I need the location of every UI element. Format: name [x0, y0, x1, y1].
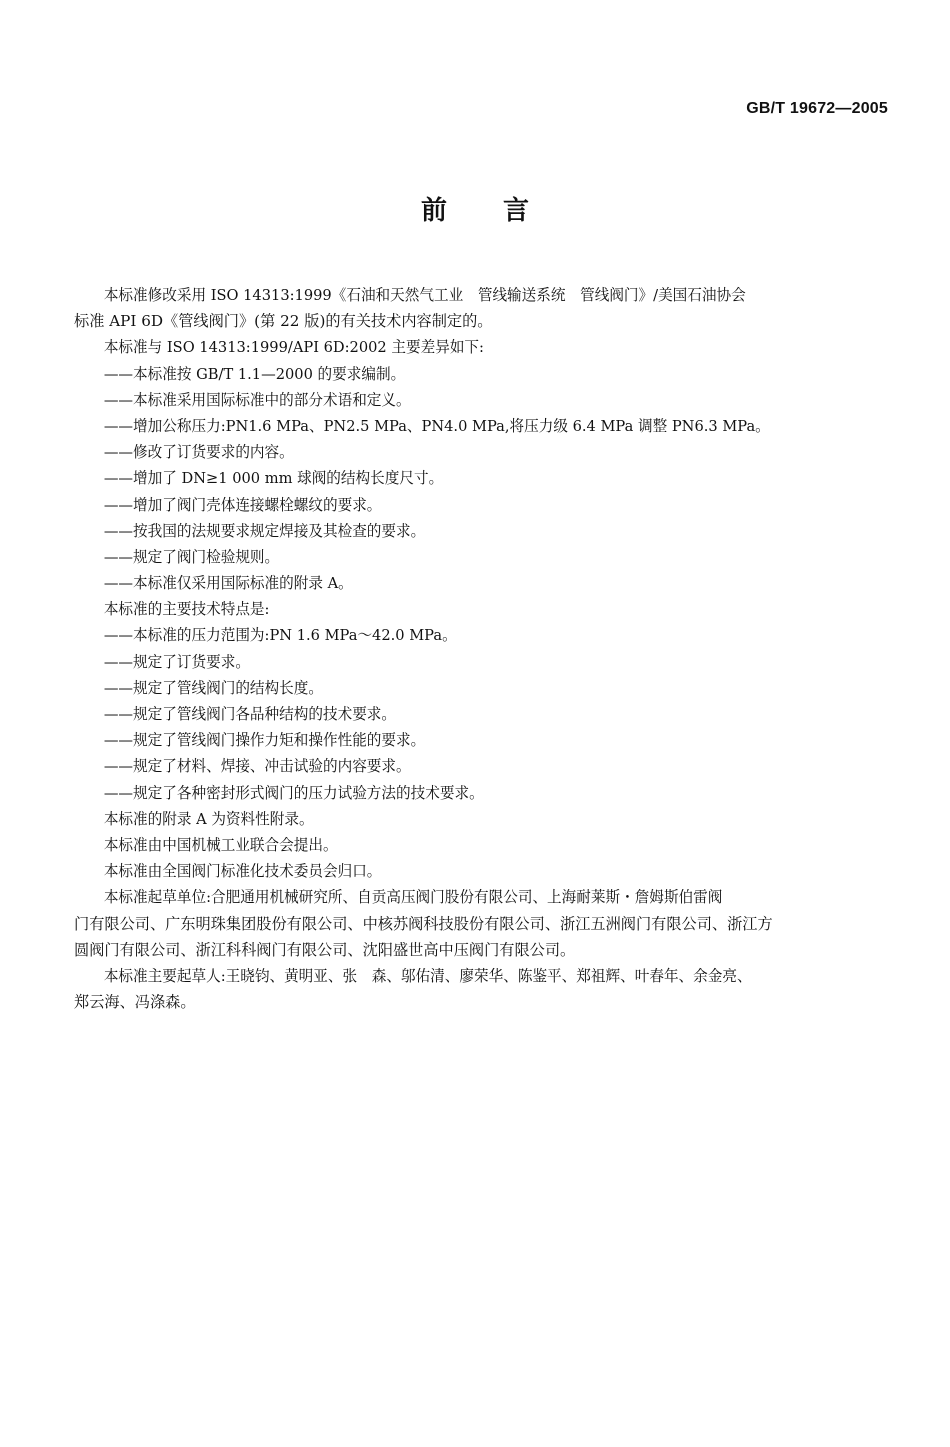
- text-line: 圆阀门有限公司、浙江科科阀门有限公司、沈阳盛世高中压阀门有限公司。: [74, 940, 576, 959]
- text-line: ——规定了管线阀门操作力矩和操作性能的要求。: [103, 731, 426, 750]
- text-line: 本标准与 ISO 14313:1999/API 6D:2002 主要差异如下:: [103, 338, 484, 357]
- text-line: ——规定了订货要求。: [103, 652, 250, 671]
- text-line: 本标准修改采用 ISO 14313:1999《石油和天然气工业 管线输送系统 管线阀门》/美国石油协会: [103, 286, 746, 304]
- text-line: 门有限公司、广东明珠集团股份有限公司、中核苏阀科技股份有限公司、浙江五洲阀门有限公司、浙江方: [74, 914, 773, 933]
- text-line: ——规定了各种密封形式阀门的压力试验方法的技术要求。: [103, 783, 484, 802]
- text-line: 本标准主要起草人:王晓钧、黄明亚、张 森、邬佑清、廖荣华、陈鉴平、郑祖辉、叶春年、余金亮、: [103, 966, 752, 985]
- text-line: ——规定了管线阀门各品种结构的技术要求。: [103, 705, 397, 723]
- body-text: [74, 282, 890, 1015]
- text-line: ——修改了订货要求的内容。: [103, 443, 294, 462]
- text-line: ——规定了材料、焊接、冲击试验的内容要求。: [103, 757, 411, 776]
- text-line: ——增加了阀门壳体连接螺栓螺纹的要求。: [103, 495, 382, 514]
- standard-code: GB/T 19672—2005: [746, 100, 888, 117]
- text-line: 本标准由全国阀门标准化技术委员会归口。: [103, 862, 382, 881]
- text-line: 本标准的附录 A 为资料性附录。: [103, 809, 314, 828]
- text-line: ——按我国的法规要求规定焊接及其检查的要求。: [103, 521, 426, 540]
- page-title: 前言: [420, 196, 585, 226]
- text-line: ——本标准采用国际标准中的部分术语和定义。: [103, 390, 411, 409]
- text-line: 本标准起草单位:合肥通用机械研究所、自贡高压阀门股份有限公司、上海耐莱斯・詹姆斯伯雷阀: [103, 888, 723, 907]
- text-line: ——本标准按 GB/T 1.1—2000 的要求编制。: [103, 364, 406, 383]
- text-line: 郑云海、冯涤森。: [74, 993, 196, 1012]
- text-line: ——本标准的压力范围为:PN 1.6 MPa～42.0 MPa。: [103, 626, 457, 645]
- text-line: ——本标准仅采用国际标准的附录 A。: [103, 574, 353, 593]
- text-line: 标准 API 6D《管线阀门》(第 22 版)的有关技术内容制定的。: [74, 312, 493, 331]
- text-line: ——增加公称压力:PN1.6 MPa、PN2.5 MPa、PN4.0 MPa,将压力级 6.4 MPa 调整 PN6.3 MPa。: [103, 416, 770, 435]
- text-line: ——规定了管线阀门的结构长度。: [103, 678, 323, 697]
- text-line: 本标准由中国机械工业联合会提出。: [103, 835, 338, 854]
- text-line: ——增加了 DN≥1 000 mm 球阀的结构长度尺寸。: [103, 469, 444, 488]
- text-line: ——规定了阀门检验规则。: [103, 547, 280, 566]
- text-line: 本标准的主要技术特点是:: [103, 600, 270, 619]
